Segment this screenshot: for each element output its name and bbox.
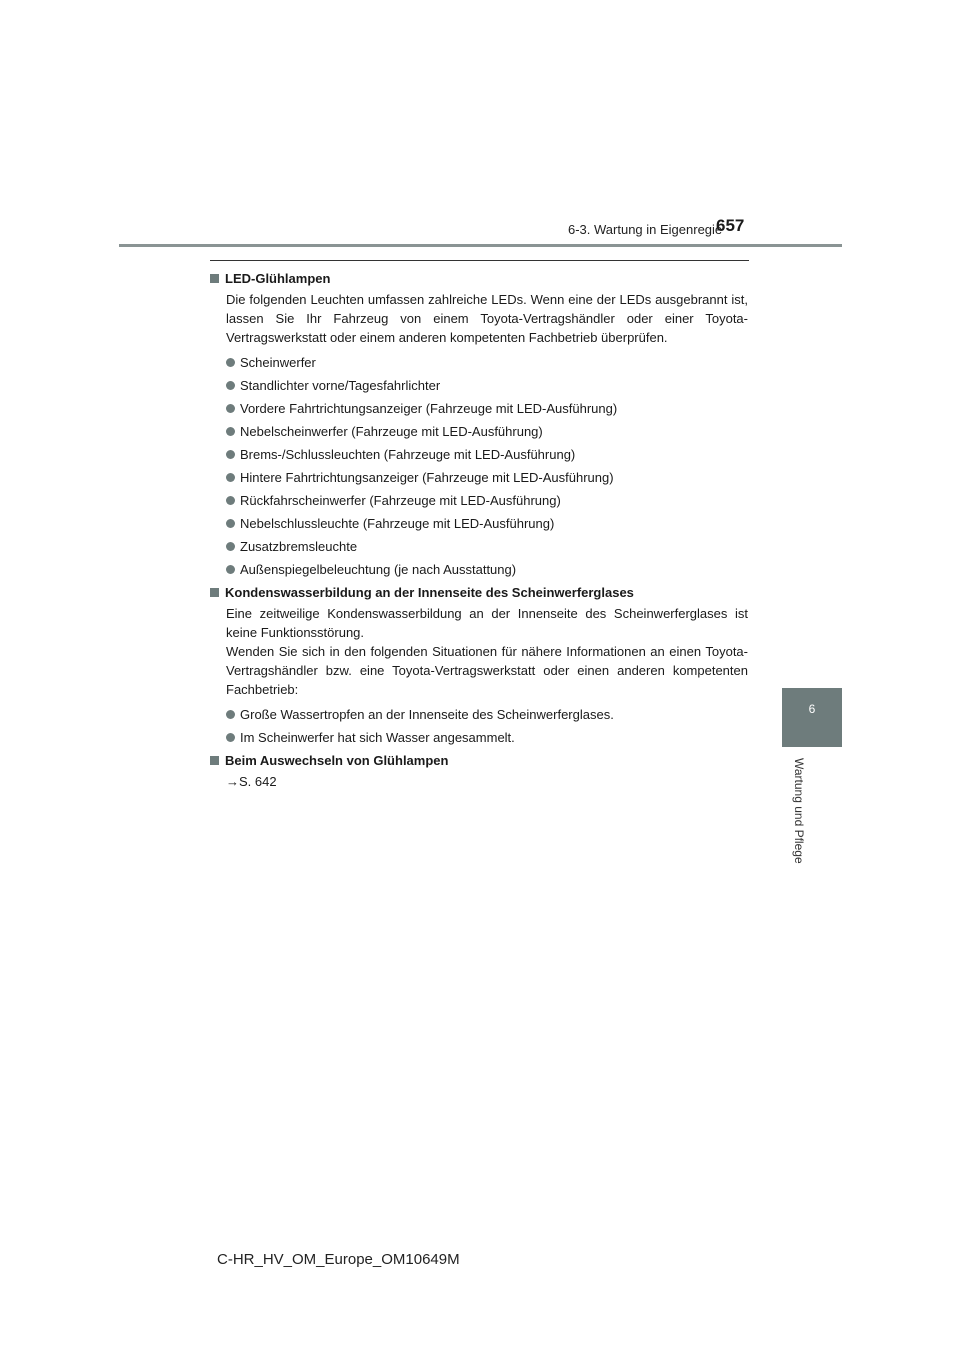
list-item-text: Brems-/Schlussleuchten (Fahrzeuge mit LED-Ausführung) — [240, 447, 576, 462]
square-bullet-icon — [210, 274, 219, 283]
square-bullet-icon — [210, 756, 219, 765]
header-section-title: 6-3. Wartung in Eigenregie — [568, 222, 723, 237]
list-item — [226, 422, 748, 441]
square-bullet-icon — [210, 588, 219, 597]
list-item — [226, 728, 748, 747]
section-heading-text: Beim Auswechseln von Glühlampen — [225, 753, 449, 768]
circle-bullet-icon — [226, 710, 235, 719]
list-item — [226, 537, 748, 556]
list-item — [226, 445, 748, 464]
list-item-text: Nebelscheinwerfer (Fahrzeuge mit LED-Ausführung) — [240, 424, 543, 439]
list-item-text: Hintere Fahrtrichtungsanzeiger (Fahrzeuge mit LED-Ausführung) — [240, 470, 614, 485]
list-item — [226, 705, 748, 724]
section-replacing-bulbs — [210, 751, 748, 791]
list-item-text: Außenspiegelbeleuchtung (je nach Ausstattung) — [240, 562, 517, 577]
list-item-text: Vordere Fahrtrichtungsanzeiger (Fahrzeuge mit LED-Ausführung) — [240, 401, 618, 416]
list-item — [226, 514, 748, 533]
list-item — [226, 468, 748, 487]
circle-bullet-icon — [226, 542, 235, 551]
list-item-text: Standlichter vorne/Tagesfahrlichter — [240, 378, 441, 393]
section-heading — [210, 269, 748, 288]
circle-bullet-icon — [226, 733, 235, 742]
list-item — [226, 560, 748, 579]
circle-bullet-icon — [226, 496, 235, 505]
bullet-list — [226, 705, 748, 747]
chapter-tab — [782, 688, 842, 747]
circle-bullet-icon — [226, 427, 235, 436]
footer-document-code: C-HR_HV_OM_Europe_OM10649M — [217, 1251, 460, 1268]
circle-bullet-icon — [226, 519, 235, 528]
paragraph-text: Wenden Sie sich in den folgenden Situationen für nähere Informationen an einen Toyota-Vertragshändler bzw. eine Toyota-Vertragswerkstatt oder einen anderen kompetenten Fachbetrieb: — [226, 644, 748, 697]
chapter-tab-label: Wartung und Pflege — [792, 758, 806, 864]
list-item-text: Scheinwerfer — [240, 355, 316, 370]
list-item — [226, 491, 748, 510]
bullet-list — [226, 353, 748, 579]
section-paragraph — [226, 290, 748, 347]
list-item — [226, 399, 748, 418]
section-heading-text: LED-Glühlampen — [225, 271, 331, 286]
page-content — [210, 269, 748, 793]
list-item-text: Im Scheinwerfer hat sich Wasser angesammelt. — [240, 730, 515, 745]
list-item — [226, 353, 748, 372]
content-divider — [210, 260, 749, 261]
circle-bullet-icon — [226, 381, 235, 390]
list-item-text: Große Wassertropfen an der Innenseite des Scheinwerferglases. — [240, 707, 614, 722]
circle-bullet-icon — [226, 404, 235, 413]
section-heading — [210, 751, 748, 770]
page-reference-link[interactable]: →S. 642 — [226, 774, 277, 789]
section-led-bulbs — [210, 269, 748, 579]
circle-bullet-icon — [226, 473, 235, 482]
section-heading — [210, 583, 748, 602]
section-paragraph — [226, 604, 748, 699]
circle-bullet-icon — [226, 565, 235, 574]
list-item — [226, 376, 748, 395]
circle-bullet-icon — [226, 450, 235, 459]
paragraph-text: Eine zeitweilige Kondenswasserbildung an der Innenseite des Scheinwerferglases ist keine Funktionsstörung. — [226, 606, 748, 640]
circle-bullet-icon — [226, 358, 235, 367]
page-number: 657 — [716, 216, 745, 235]
section-heading-text: Kondenswasserbildung an der Innenseite des Scheinwerferglases — [225, 585, 634, 600]
list-item-text: Rückfahrscheinwerfer (Fahrzeuge mit LED-Ausführung) — [240, 493, 561, 508]
paragraph-text: Die folgenden Leuchten umfassen zahlreiche LEDs. Wenn eine der LEDs ausgebrannt ist, lassen Sie Ihr Fahrzeug von einem Toyota-Vertragshändler oder einer Toyota-Vertragswerkstatt oder einem anderen kompetenten Fachbetrieb überprüfen. — [226, 292, 748, 345]
list-item-text: Zusatzbremsleuchte — [240, 539, 358, 554]
section-condensation — [210, 583, 748, 747]
list-item-text: Nebelschlussleuchte (Fahrzeuge mit LED-Ausführung) — [240, 516, 555, 531]
header-divider — [119, 244, 842, 247]
chapter-tab-number: 6 — [808, 702, 816, 716]
